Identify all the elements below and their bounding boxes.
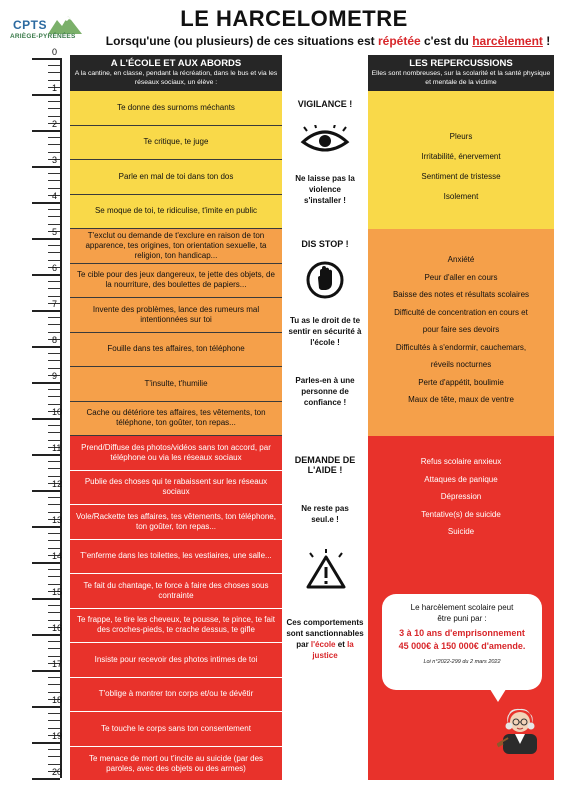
- bubble-line-1: Le harcèlement scolaire peut: [410, 603, 514, 612]
- harcelometre-ruler: [18, 47, 64, 778]
- ruler-minor-tick: [48, 605, 60, 606]
- sanction-et: et: [335, 640, 348, 649]
- ruler-major-tick: [32, 346, 60, 348]
- ruler-minor-tick: [48, 260, 60, 261]
- ruler-label: 8: [52, 335, 58, 345]
- repercussion-item: Anxiété: [447, 255, 475, 264]
- ruler-minor-tick: [48, 288, 60, 289]
- ruler-major-tick: [32, 670, 60, 672]
- ruler-major-tick: [32, 706, 60, 708]
- repercussion-item: Peur d'aller en cours: [424, 272, 498, 282]
- repercussion-item: Baisse des notes et résultats scolaires: [392, 290, 530, 299]
- ruler-minor-tick: [48, 209, 60, 210]
- left-column-title: A L'ÉCOLE ET AUX ABORDS: [110, 58, 242, 69]
- ruler-major-tick: [32, 742, 60, 744]
- ruler-minor-tick: [48, 188, 60, 189]
- ruler-major-tick: [32, 382, 60, 384]
- situation-item: Te cible pour des jeux dangereux, te jette des objets, de la nourriture, des boulettes de papiers...: [70, 264, 282, 299]
- ruler-minor-tick: [48, 72, 60, 73]
- ruler-major-tick: [32, 454, 60, 456]
- right-column-subtitle: Elles sont nombreuses, sur la scolarité et la santé physique et mentale de la victime: [371, 70, 551, 86]
- ruler-label: 0: [52, 47, 58, 57]
- ruler-minor-tick: [48, 620, 60, 621]
- ruler-minor-tick: [48, 332, 60, 333]
- ruler-label: 2: [52, 119, 58, 129]
- situation-item: Te fait du chantage, te force à faire des choses sous contrainte: [70, 574, 282, 609]
- ruler-major-tick: [32, 58, 60, 60]
- repercussion-item: Perte d'appétit, boulimie: [418, 377, 504, 387]
- repercussion-item: Sentiment de tristesse: [421, 172, 501, 181]
- ruler-major-tick: [32, 598, 60, 600]
- page-title: LE HARCELOMETRE: [180, 6, 408, 31]
- situation-item: T'enferme dans les toilettes, les vestiaires, une salle...: [70, 540, 282, 575]
- left-column-header: [70, 55, 282, 91]
- right-column-title: LES REPERCUSSIONS: [409, 58, 513, 69]
- ruler-major-tick: [32, 130, 60, 132]
- ruler-minor-tick: [48, 764, 60, 765]
- eye-icon: [300, 125, 350, 155]
- ruler-minor-tick: [48, 512, 60, 513]
- ruler-label: 16: [52, 623, 63, 633]
- bubble-line-2: être puni par :: [437, 614, 487, 623]
- ruler-major-tick: [32, 778, 60, 780]
- ruler-label: 18: [52, 695, 63, 705]
- ruler-minor-tick: [48, 684, 60, 685]
- ruler-minor-tick: [48, 80, 60, 81]
- ruler-minor-tick: [48, 749, 60, 750]
- ruler-minor-tick: [48, 252, 60, 253]
- ruler-minor-tick: [48, 504, 60, 505]
- ruler-minor-tick: [48, 137, 60, 138]
- ruler-minor-tick: [48, 173, 60, 174]
- situation-item: Publie des choses qui te rabaissent sur les réseaux sociaux: [70, 471, 282, 506]
- ruler-label: 3: [52, 155, 58, 165]
- sanction-text: Ces comportements sont sanctionnables par: [286, 618, 364, 649]
- situation-item: T'exclut ou demande de t'exclure en raison de ton apparence, tes origines, ton orientation sexuelle, ta religion, ton handicap...: [70, 229, 282, 264]
- ruler-minor-tick: [48, 497, 60, 498]
- repercussion-item: réveils nocturnes: [430, 360, 492, 369]
- vigilance-text: Ne laisse pas la violence s'installer !: [295, 174, 355, 205]
- repercussion-item: pour faire ses devoirs: [422, 325, 500, 334]
- ruler-minor-tick: [48, 216, 60, 217]
- ruler-minor-tick: [48, 468, 60, 469]
- ruler-minor-tick: [48, 180, 60, 181]
- subtitle-repetee: répétée: [377, 34, 421, 48]
- ruler-major-tick: [32, 166, 60, 168]
- subtitle-mid: c'est du: [420, 34, 473, 48]
- ruler-minor-tick: [48, 677, 60, 678]
- bubble-law: Loi n°2022-299 du 2 mars 2022: [423, 659, 501, 665]
- ruler-line: [60, 58, 62, 778]
- situation-item: Se moque de toi, te ridiculise, t'imite en public: [70, 195, 282, 230]
- bubble-amende: 45 000€ à 150 000€ d'amende.: [398, 641, 526, 651]
- ruler-minor-tick: [48, 368, 60, 369]
- ruler-major-tick: [32, 490, 60, 492]
- sanction-justice: la justice: [312, 640, 354, 660]
- ruler-minor-tick: [48, 692, 60, 693]
- ruler-label: 13: [52, 515, 63, 525]
- subtitle-harcelement: harcèlement: [472, 34, 543, 48]
- ruler-minor-tick: [48, 317, 60, 318]
- repercussion-item: Pleurs: [449, 132, 473, 141]
- repercussion-item: Suicide: [447, 527, 475, 536]
- logo-subtitle: ARIÈGE-PYRÉNÉES: [10, 33, 76, 40]
- ruler-minor-tick: [48, 152, 60, 153]
- stop-text-2: Parles-en à une personne de confiance !: [295, 376, 355, 407]
- repercussion-item: Dépression: [440, 492, 482, 501]
- judge-icon: [497, 704, 543, 754]
- ruler-minor-tick: [48, 108, 60, 109]
- repercussion-item: Difficulté de concentration en cours et: [394, 307, 528, 317]
- situation-item: Vole/Rackette tes affaires, tes vêtements, ton téléphone, ton goûter, ton repas...: [70, 505, 282, 540]
- ruler-major-tick: [32, 202, 60, 204]
- ruler-minor-tick: [48, 648, 60, 649]
- ruler-minor-tick: [48, 224, 60, 225]
- ruler-minor-tick: [48, 461, 60, 462]
- aide-title: DEMANDE DE L'AIDE !: [294, 455, 356, 475]
- ruler-label: 1: [52, 83, 58, 93]
- repercussion-item: Isolement: [443, 192, 479, 201]
- ruler-minor-tick: [48, 476, 60, 477]
- page-subtitle: [78, 34, 578, 48]
- warning-icon: [304, 549, 348, 593]
- sanction-ecole: l'école: [310, 640, 336, 649]
- aide-block: [282, 455, 368, 475]
- ruler-label: 6: [52, 263, 58, 273]
- ruler-minor-tick: [48, 389, 60, 390]
- ruler-major-tick: [32, 274, 60, 276]
- ruler-label: 4: [52, 191, 58, 201]
- stop-hand-icon: [306, 261, 344, 299]
- left-column: [70, 55, 282, 773]
- subtitle-pre: Lorsqu'une (ou plusieurs) de ces situations est: [105, 34, 378, 48]
- ruler-minor-tick: [48, 569, 60, 570]
- ruler-minor-tick: [48, 584, 60, 585]
- ruler-label: 7: [52, 299, 58, 309]
- ruler-label: 5: [52, 227, 58, 237]
- situation-item: Parle en mal de toi dans ton dos: [70, 160, 282, 195]
- repercussion-item: Tentative(s) de suicide: [421, 509, 501, 519]
- vigilance-title: VIGILANCE !: [297, 99, 353, 109]
- ruler-minor-tick: [48, 756, 60, 757]
- repercussions-red-list: [368, 453, 554, 541]
- ruler-minor-tick: [48, 324, 60, 325]
- situation-item: Te frappe, te tire les cheveux, te pousse, te pince, te fait des croches-pieds, te crache dessus, te gifle: [70, 609, 282, 644]
- ruler-minor-tick: [48, 432, 60, 433]
- ruler-label: 12: [52, 479, 63, 489]
- right-column-header: [368, 55, 554, 91]
- ruler-minor-tick: [48, 245, 60, 246]
- ruler-minor-tick: [48, 548, 60, 549]
- sanction-block: [282, 617, 368, 661]
- ruler-minor-tick: [48, 404, 60, 405]
- ruler-label: 20: [52, 767, 63, 777]
- situation-item: Te critique, te juge: [70, 126, 282, 161]
- ruler-minor-tick: [48, 353, 60, 354]
- ruler-major-tick: [32, 94, 60, 96]
- ruler-minor-tick: [48, 533, 60, 534]
- situation-item: Te touche le corps sans ton consentement: [70, 712, 282, 747]
- ruler-label: 19: [52, 731, 63, 741]
- ruler-minor-tick: [48, 713, 60, 714]
- stop-text-1: Tu as le droit de te sentir en sécurité à l'école !: [288, 316, 362, 347]
- right-column: [368, 55, 554, 536]
- vigilance-block: [282, 99, 368, 109]
- ruler-minor-tick: [48, 396, 60, 397]
- ruler-minor-tick: [48, 440, 60, 441]
- situation-item: Cache ou détériore tes affaires, tes vêtements, ton téléphone, ton goûter, ton repas...: [70, 402, 282, 437]
- ruler-minor-tick: [48, 296, 60, 297]
- ruler-minor-tick: [48, 540, 60, 541]
- situation-item: Prend/Diffuse des photos/vidéos sans ton accord, par téléphone ou via les réseaux sociaux: [70, 436, 282, 471]
- ruler-minor-tick: [48, 144, 60, 145]
- subtitle-end: !: [542, 34, 551, 48]
- ruler-minor-tick: [48, 576, 60, 577]
- situation-item: T'oblige à montrer ton corps et/ou te dévêtir: [70, 678, 282, 713]
- ruler-major-tick: [32, 562, 60, 564]
- ruler-major-tick: [32, 310, 60, 312]
- situation-item: Te menace de mort ou t'incite au suicide (par des paroles, avec des objets ou des armes): [88, 753, 264, 773]
- aide-text: Ne reste pas seul.e !: [301, 504, 349, 524]
- ruler-minor-tick: [48, 101, 60, 102]
- ruler-minor-tick: [48, 612, 60, 613]
- situation-item: Fouille dans tes affaires, ton téléphone: [70, 333, 282, 368]
- repercussion-item: Refus scolaire anxieux: [420, 457, 502, 466]
- ruler-minor-tick: [48, 360, 60, 361]
- left-column-subtitle: A la cantine, en classe, pendant la récréation, dans le bus et via les réseaux sociaux, un élève :: [74, 70, 278, 86]
- repercussions-yellow-list: [368, 127, 554, 207]
- ruler-major-tick: [32, 418, 60, 420]
- ruler-label: 9: [52, 371, 58, 381]
- logo-title: CPTS: [13, 18, 48, 32]
- bubble-prison: 3 à 10 ans d'emprisonnement: [399, 628, 525, 638]
- ruler-major-tick: [32, 634, 60, 636]
- ruler-label: 14: [52, 551, 63, 561]
- bubble-tail: [488, 686, 508, 702]
- stop-block: [282, 239, 368, 249]
- ruler-minor-tick: [48, 720, 60, 721]
- repercussions-orange-list: [368, 251, 554, 409]
- ruler-minor-tick: [48, 728, 60, 729]
- repercussion-item: Irritabilité, énervement: [421, 152, 501, 161]
- sanction-bubble: [382, 594, 542, 690]
- ruler-minor-tick: [48, 656, 60, 657]
- situation-item: Insiste pour recevoir des photos intimes de toi: [70, 643, 282, 678]
- situation-item: T'insulte, t'humilie: [70, 367, 282, 402]
- situation-item: Te donne des surnoms méchants: [70, 91, 282, 126]
- ruler-label: 17: [52, 659, 63, 669]
- ruler-label: 10: [52, 407, 63, 417]
- ruler-minor-tick: [48, 425, 60, 426]
- ruler-minor-tick: [48, 641, 60, 642]
- ruler-major-tick: [32, 238, 60, 240]
- repercussion-item: Difficultés à s'endormir, cauchemars,: [395, 342, 527, 352]
- ruler-minor-tick: [48, 65, 60, 66]
- stop-title: DIS STOP !: [301, 239, 349, 249]
- ruler-minor-tick: [48, 281, 60, 282]
- ruler-label: 15: [52, 587, 63, 597]
- ruler-minor-tick: [48, 116, 60, 117]
- ruler-major-tick: [32, 526, 60, 528]
- repercussion-item: Attaques de panique: [424, 474, 498, 484]
- repercussion-item: Maux de tête, maux de ventre: [408, 395, 514, 404]
- situation-item: Invente des problèmes, lance des rumeurs mal intentionnées sur toi: [70, 298, 282, 333]
- ruler-label: 11: [52, 443, 62, 453]
